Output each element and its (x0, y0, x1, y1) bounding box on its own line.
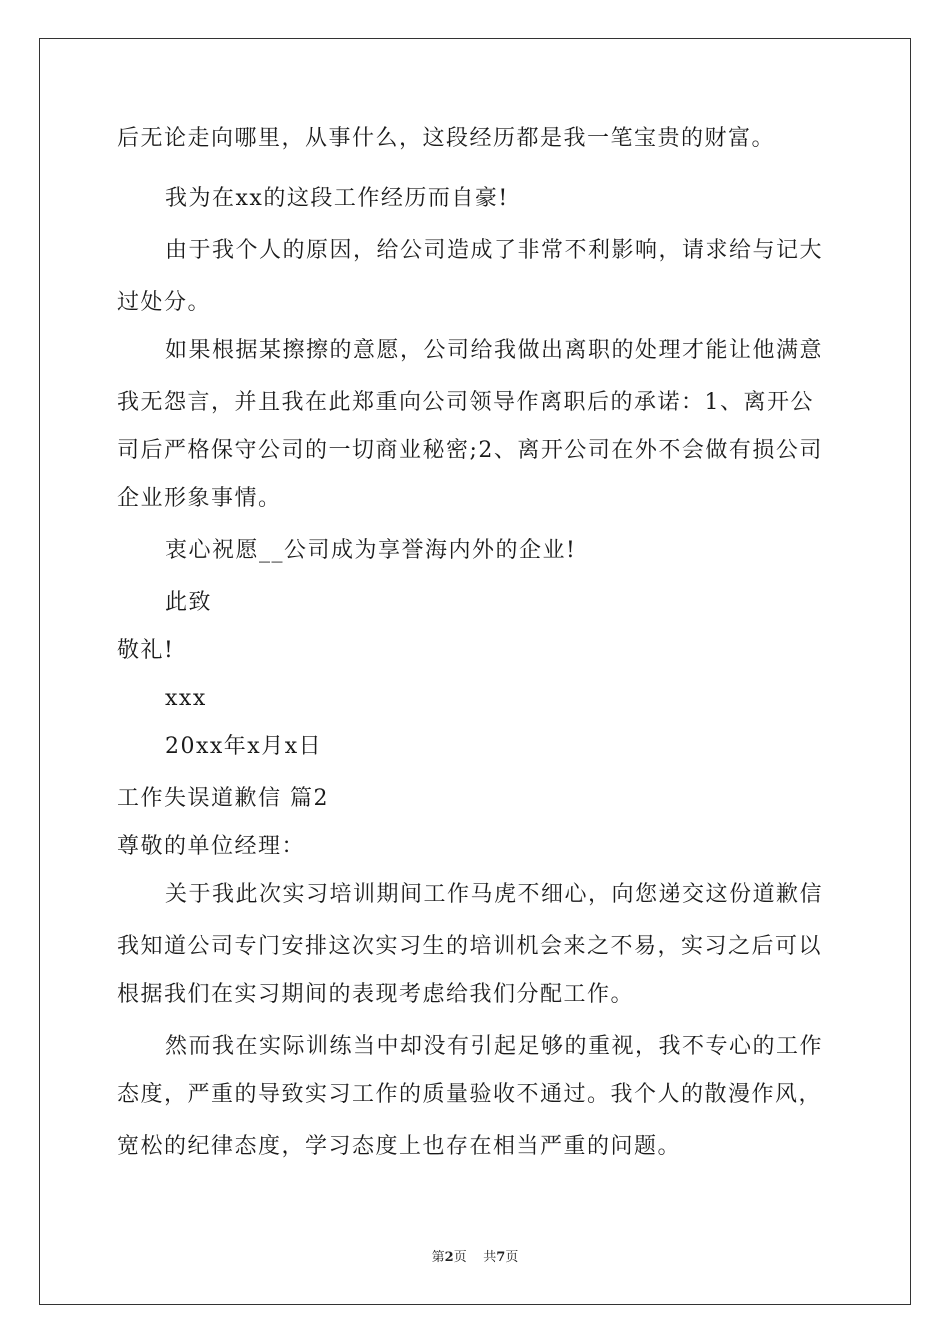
paragraph-line: 衷心祝愿__公司成为享誉海内外的企业! (165, 538, 577, 563)
paragraph-line: 由于我个人的原因，给公司造成了非常不利影响，请求给与记大 (165, 238, 824, 263)
paragraph-line: 态度，严重的导致实习工作的质量验收不通过。我个人的散漫作风， (117, 1082, 823, 1107)
paragraph-line: 如果根据某擦擦的意愿，公司给我做出离职的处理才能让他满意 (165, 338, 824, 363)
total-pages: 7 (496, 1250, 506, 1265)
section-heading: 工作失误道歉信 篇2 (117, 786, 329, 811)
paragraph-line: 我知道公司专门安排这次实习生的培训机会来之不易，实习之后可以 (117, 934, 823, 959)
letter-greeting: 尊敬的单位经理： (117, 834, 306, 859)
signature-date: 20xx年x月x日 (165, 734, 323, 759)
closing-regards: 敬礼! (117, 638, 175, 663)
paragraph-line: 后无论走向哪里，从事什么，这段经历都是我一笔宝贵的财富。 (117, 126, 776, 151)
paragraph-line: 企业形象事情。 (117, 486, 282, 511)
paragraph-line: 司后严格保守公司的一切商业秘密;2、离开公司在外不会做有损公司 (117, 438, 823, 463)
closing-salutation: 此致 (165, 590, 213, 615)
paragraph-line: 我无怨言，并且我在此郑重向公司领导作离职后的承诺：1、离开公 (117, 390, 814, 415)
paragraph-line: 我为在xx的这段工作经历而自豪! (165, 186, 509, 211)
paragraph-line: 过处分。 (117, 290, 212, 315)
page-border (39, 38, 911, 1305)
paragraph-line: 然而我在实际训练当中却没有引起足够的重视，我不专心的工作 (165, 1034, 824, 1059)
paragraph-line: 根据我们在实习期间的表现考虑给我们分配工作。 (117, 982, 635, 1007)
signature-name: xxx (165, 686, 207, 711)
paragraph-line: 宽松的纪律态度，学习态度上也存在相当严重的问题。 (117, 1134, 682, 1159)
page-number: 2 (444, 1250, 454, 1265)
page-suffix: 页 (453, 1250, 467, 1265)
page-footer (0, 1246, 950, 1265)
page-prefix: 第 (431, 1250, 445, 1265)
total-suffix: 页 (505, 1250, 519, 1265)
total-prefix: 共 (483, 1250, 497, 1265)
paragraph-line: 关于我此次实习培训期间工作马虎不细心，向您递交这份道歉信 (165, 882, 824, 907)
